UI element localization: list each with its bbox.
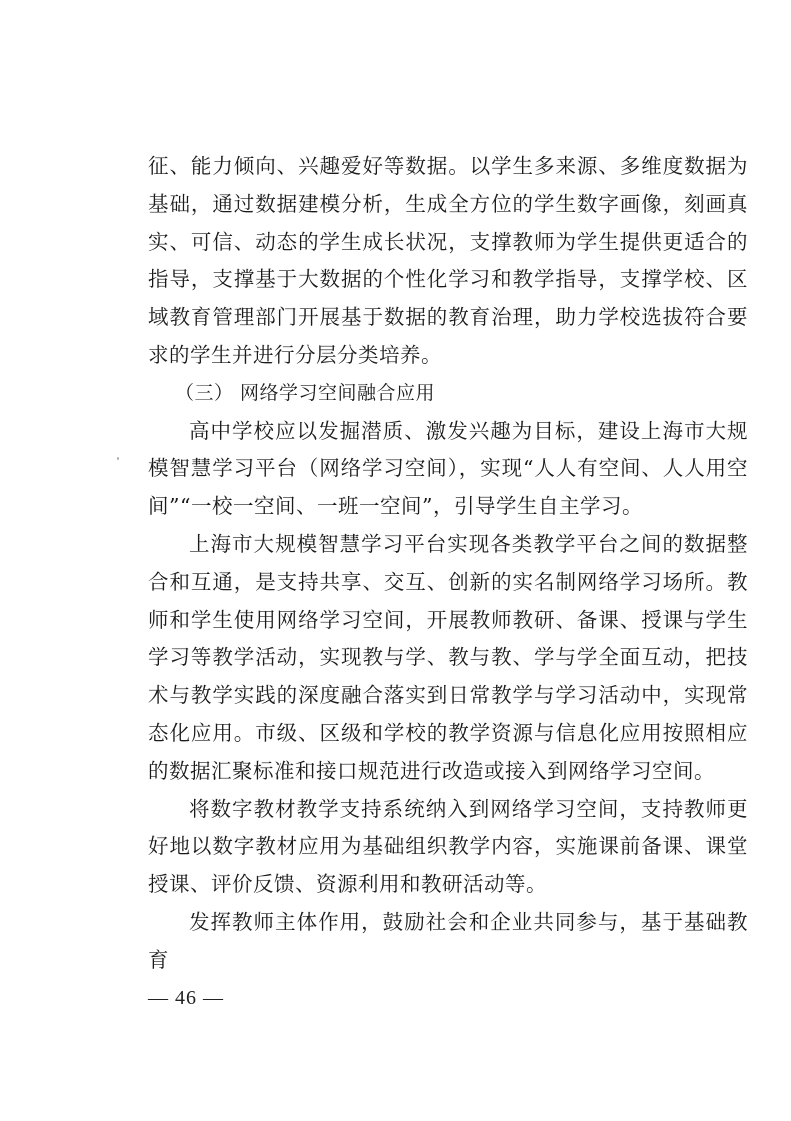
paragraph-platform-goal: 高中学校应以发掘潜质、激发兴趣为目标，建设上海市大规模智慧学习平台（网络学习空间），实现“人人有空间、人人用空间”“一校一空间、一班一空间”，引导学生自主学习。 (148, 418, 748, 519)
scan-speck (117, 457, 119, 460)
paragraph-continuation: 征、能力倾向、兴趣爱好等数据。以学生多来源、多维度数据为基础，通过数据建模分析，生成全方位的学生数字画像，刻画真实、可信、动态的学生成长状况，支撑教师为学生提供更适合的指导，支撑基于大数据的个性化学习和教学指导，支撑学校、区域教育管理部门开展基于数据的教育治理，助力学校选拔符合要求的学生并进行分层分类培养。 (148, 154, 748, 367)
section-heading: （三） 网络学习空间融合应用 (175, 381, 436, 404)
page-number: — 46 — (148, 987, 224, 1009)
paragraph-teacher-role: 发挥教师主体作用，鼓励社会和企业共同参与，基于基础教育 (148, 909, 748, 972)
body-text (148, 148, 748, 980)
paragraph-digital-textbook: 将数字教材教学支持系统纳入到网络学习空间，支持教师更好地以数字教材应用为基础组织教学内容，实施课前备课、课堂授课、评价反馈、资源利用和教研活动等。 (148, 796, 748, 897)
paragraph-platform-integration: 上海市大规模智慧学习平台实现各类教学平台之间的数据整合和互通，是支持共享、交互、创新的实名制网络学习场所。教师和学生使用网络学习空间，开展教师教研、备课、授课与学生学习等教学活动，实现教与学、教与教、学与学全面互动，把技术与教学实践的深度融合落实到日常教学与学习活动中，实现常态化应用。市级、区级和学校的教学资源与信息化应用按照相应的数据汇聚标准和接口规范进行改造或接入到网络学习空间。 (148, 531, 748, 783)
